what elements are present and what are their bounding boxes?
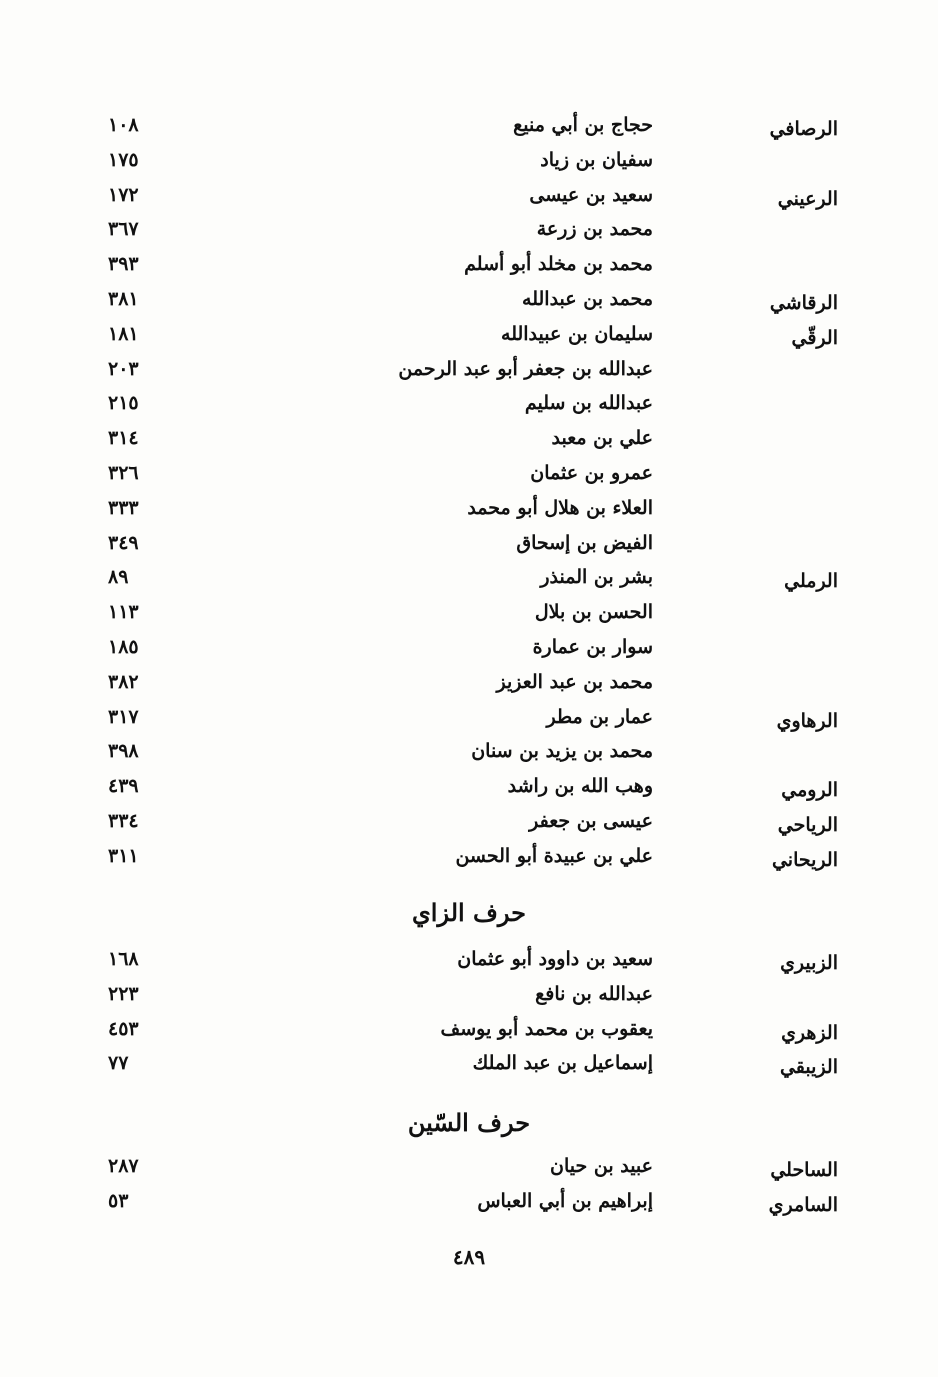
person-name: حجاج بن أبي منيع [513, 114, 653, 136]
index-entry [0, 775, 938, 809]
person-name: علي بن معبد [551, 427, 653, 450]
person-name: إبراهيم بن أبي العباس [477, 1189, 653, 1212]
index-entry [0, 706, 938, 740]
person-name: عبدالله بن جعفر أبو عبد الرحمن [398, 357, 653, 380]
index-entry [0, 497, 938, 531]
person-name: محمد بن عبدالله [522, 288, 653, 310]
index-entry [0, 671, 938, 705]
page-reference: ٢٠٣ [108, 357, 139, 380]
index-entry [0, 323, 938, 357]
page-reference: ٢٢٣ [108, 982, 139, 1005]
page-reference: ٣٦٧ [108, 218, 139, 241]
page-reference: ٣٣٣ [108, 496, 139, 519]
person-name: سعيد بن عيسى [529, 183, 653, 206]
page-reference: ١٠٨ [108, 114, 139, 136]
page-reference: ١٧٥ [108, 148, 139, 171]
person-name: محمد بن يزيد بن سنان [471, 740, 653, 763]
page-reference: ٥٣ [108, 1189, 129, 1212]
page-reference: ١٧٢ [108, 183, 139, 206]
page-reference: ٣١٧ [108, 705, 139, 728]
person-name: عيسى بن جعفر [529, 810, 653, 832]
index-entry [0, 740, 938, 774]
person-name: عمار بن مطر [546, 705, 653, 728]
nisba-label: الرومي [781, 779, 838, 802]
nisba-label: الساحلي [770, 1159, 838, 1181]
index-entry [0, 983, 938, 1017]
person-name: إسماعيل بن عبد الملك [472, 1052, 653, 1075]
index-entry [0, 114, 938, 148]
index-entry [0, 218, 938, 252]
page-reference: ١٨١ [108, 322, 139, 345]
nisba-label: الرهاوي [776, 709, 838, 732]
index-entry [0, 845, 938, 879]
index-entry [0, 427, 938, 461]
index-entry [0, 1018, 938, 1052]
person-name: سفيان بن زياد [540, 148, 653, 171]
page-number: ٤٨٩ [452, 1245, 486, 1269]
section-heading: حرف الزاي [412, 898, 526, 927]
index-entry [0, 1052, 938, 1086]
page-reference: ٣١١ [108, 844, 139, 867]
index-entry [0, 184, 938, 218]
index-entry [0, 948, 938, 982]
nisba-label: الزبيري [780, 952, 838, 974]
index-entry [0, 636, 938, 670]
nisba-label: الزيبقي [779, 1056, 838, 1079]
nisba-label: الرقّي [791, 326, 838, 349]
person-name: سعيد بن داوود أبو عثمان [457, 948, 653, 970]
index-entry [0, 532, 938, 566]
person-name: العلاء بن هلال أبو محمد [467, 496, 653, 519]
page-reference: ٣٤٩ [108, 531, 139, 554]
person-name: عبدالله بن نافع [535, 982, 653, 1005]
page-reference: ٢١٥ [108, 392, 139, 415]
nisba-label: الريحاني [771, 848, 838, 871]
person-name: سليمان بن عبيدالله [501, 322, 653, 345]
nisba-label: الرياحي [777, 814, 838, 836]
person-name: عبدالله بن سليم [524, 392, 653, 415]
index-entry [0, 462, 938, 496]
page-reference: ٣٩٣ [108, 253, 139, 276]
person-name: عمرو بن عثمان [530, 462, 653, 484]
nisba-label: الرقاشي [769, 292, 838, 314]
person-name: محمد بن عبد العزيز [496, 670, 653, 693]
page-reference: ٨٩ [108, 566, 129, 589]
index-entry [0, 288, 938, 322]
page-reference: ٤٥٣ [108, 1017, 139, 1040]
index-entry [0, 358, 938, 392]
page-reference: ٣١٤ [108, 427, 139, 450]
index-entry [0, 810, 938, 844]
index-entry [0, 253, 938, 287]
section-heading: حرف السّين [407, 1108, 531, 1137]
person-name: يعقوب بن محمد أبو يوسف [440, 1017, 653, 1040]
person-name: الفيض بن إسحاق [516, 531, 653, 554]
person-name: بشر بن المنذر [540, 566, 653, 589]
page-reference: ١١٣ [108, 601, 139, 624]
page-reference: ٣٩٨ [108, 740, 139, 763]
person-name: سوار بن عمارة [532, 636, 653, 658]
index-entry [0, 1155, 938, 1189]
person-name: الحسن بن بلال [534, 601, 653, 624]
person-name: محمد بن زرعة [536, 218, 653, 241]
index-entry [0, 392, 938, 426]
index-entry [0, 601, 938, 635]
person-name: علي بن عبيدة أبو الحسن [455, 844, 653, 867]
page-reference: ٣٨٢ [108, 670, 139, 693]
page-reference: ٢٨٧ [108, 1155, 139, 1177]
page-reference: ٣٨١ [108, 288, 139, 310]
nisba-label: الرعيني [777, 187, 838, 210]
person-name: وهب الله بن راشد [507, 775, 653, 798]
person-name: عبيد بن حيان [550, 1155, 653, 1177]
index-entry [0, 149, 938, 183]
nisba-label: السامري [768, 1193, 838, 1216]
nisba-label: الرصافي [769, 118, 838, 140]
page-reference: ١٨٥ [108, 636, 139, 658]
page-reference: ٣٢٦ [108, 462, 139, 484]
page-reference: ٤٣٩ [108, 775, 139, 798]
nisba-label: الزهري [781, 1021, 838, 1044]
nisba-label: الرملي [784, 570, 838, 593]
person-name: محمد بن مخلد أبو أسلم [464, 253, 653, 276]
page-reference: ٧٧ [108, 1052, 129, 1075]
page-reference: ٣٣٤ [108, 810, 139, 832]
page-reference: ١٦٨ [108, 948, 139, 970]
index-entry [0, 566, 938, 600]
index-entry [0, 1190, 938, 1224]
